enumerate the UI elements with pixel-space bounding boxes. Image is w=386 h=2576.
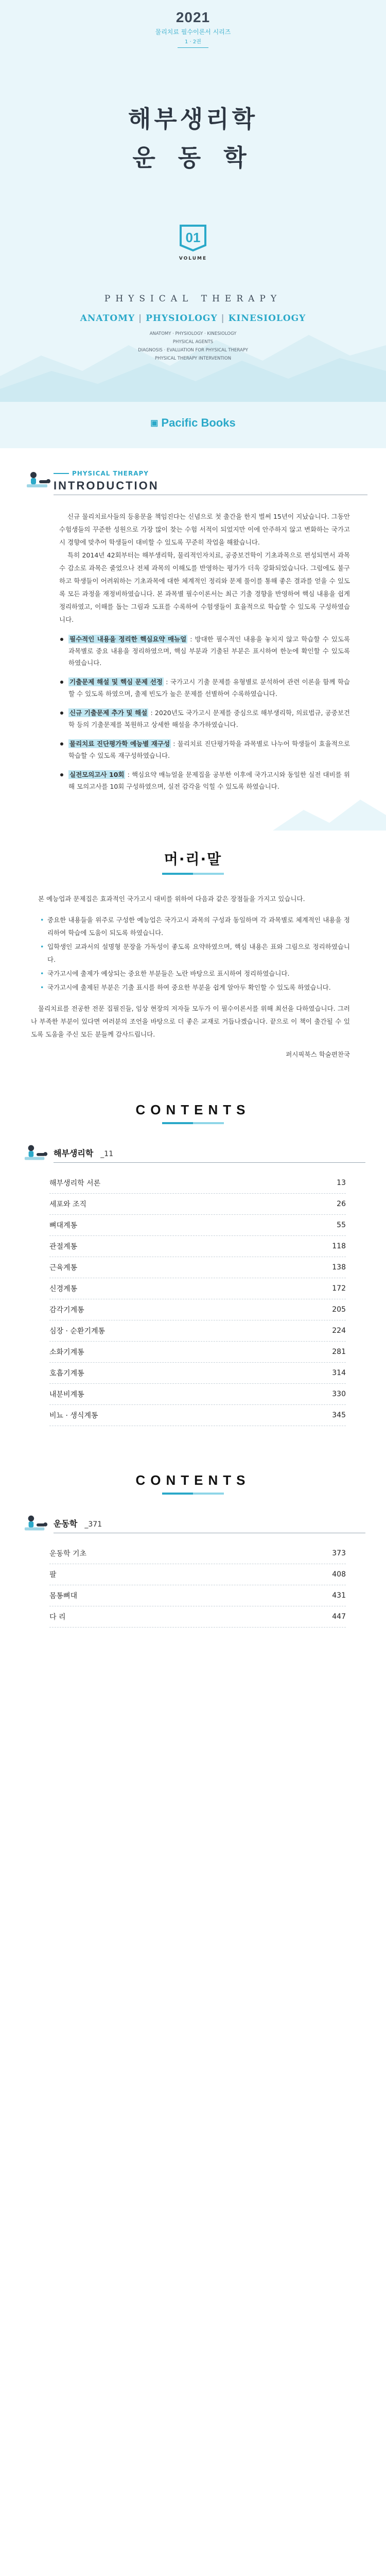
toc-list bbox=[49, 1173, 346, 1426]
toc-chapter-name: 심장 · 순환기계통 bbox=[49, 1327, 106, 1335]
toc-chapter-name: 신경계통 bbox=[49, 1285, 78, 1293]
publisher-logo-icon: ▣ bbox=[150, 419, 159, 428]
part-title: 운동학 bbox=[54, 1519, 78, 1529]
part-header bbox=[24, 1512, 365, 1535]
toc-row[interactable] bbox=[49, 1257, 346, 1278]
toc-chapter-name: 세포와 조직 bbox=[49, 1200, 87, 1209]
toc-chapter-name: 비뇨 · 생식계통 bbox=[49, 1412, 98, 1420]
toc-chapter-name: 다 리 bbox=[49, 1613, 66, 1621]
feature-item bbox=[59, 707, 350, 731]
feature-title: 신규 기출문제 추가 및 해설 bbox=[69, 709, 148, 717]
intro-body bbox=[0, 510, 386, 792]
subject-physiology: PHYSIOLOGY bbox=[146, 313, 218, 324]
subject-list-item: PHYSICAL AGENTS bbox=[172, 340, 214, 345]
toc-chapter-name: 해부생리학 서론 bbox=[49, 1179, 101, 1188]
toc-page-number: 172 bbox=[332, 1284, 346, 1293]
toc-page-number: 314 bbox=[332, 1369, 346, 1377]
intro-paragraph: 특히 2014년 42회부터는 해부생리학, 물리적인자치료, 공중보건학이 기초과목으로 편성되면서 과목 수 감소로 과목은 줄었으나 전체 과목의 이해도를 반영하는 평가가 더욱 강화되었습니다. 그럼에도 불구하고 학생들이 어려워하는 기초과목에 대한 체계적인 정리와 문제 풀이를 통해 좋은 결과를 얻을 수 있도록 모든 과정을 재정비하였습니다. 본 과목별 필수이론서는 최근 기출 경향을 반영하여 핵심 내용을 쉽게 정리하였고, 이해를 돕는 그림과 도표를 수록하여 수험생들이 효율적으로 학습할 수 있도록 구성하였습니다. bbox=[59, 551, 350, 623]
toc-row[interactable] bbox=[49, 1194, 346, 1215]
toc-page-number: 447 bbox=[332, 1613, 346, 1621]
preface-list-item: • 입학생인 교과서의 설명형 문장을 가독성이 좋도록 요약하였으며, 핵심 내용은 표와 그림으로 정리하였습니다. bbox=[40, 940, 350, 966]
contents-section-anatomy bbox=[0, 1081, 386, 1452]
feature-text: : 2020년도 국가고시 문제를 중심으로 해부생리학, 의료법규, 공중보건학 등의 기출문제를 복원하고 상세한 해설을 추가하였습니다. bbox=[68, 709, 350, 728]
preface-list bbox=[40, 913, 350, 994]
feature-title: 물리치료 진단평가학 예능별 재구성 bbox=[69, 740, 170, 748]
preface-signature: 퍼시픽북스 학술편찬국 bbox=[286, 1050, 350, 1058]
toc-row[interactable] bbox=[49, 1299, 346, 1320]
therapist-icon bbox=[24, 1142, 48, 1164]
part-page: _371 bbox=[84, 1520, 102, 1529]
subject-list-item: PHYSICAL THERAPY INTERVENTION bbox=[154, 356, 232, 361]
toc-list bbox=[49, 1543, 346, 1628]
subject-separator: | bbox=[221, 313, 229, 324]
section-header bbox=[0, 448, 386, 510]
toc-chapter-name: 내분비계통 bbox=[49, 1391, 84, 1399]
preface-title-text: 머·리·말 bbox=[164, 851, 222, 868]
therapist-icon bbox=[26, 469, 51, 492]
toc-row[interactable] bbox=[49, 1564, 346, 1585]
preface-title bbox=[0, 831, 386, 875]
toc-chapter-name: 운동학 기초 bbox=[49, 1550, 87, 1558]
toc-chapter-name: 팔 bbox=[49, 1571, 57, 1579]
toc-chapter-name: 뼈대계통 bbox=[49, 1222, 78, 1230]
bullet-dot-icon bbox=[60, 681, 63, 684]
subject-separator: | bbox=[138, 313, 146, 324]
toc-row[interactable] bbox=[49, 1278, 346, 1299]
feature-item bbox=[59, 676, 350, 700]
subject-line bbox=[0, 313, 386, 324]
publisher-name: Pacific Books bbox=[161, 416, 236, 429]
toc-page-number: 224 bbox=[332, 1327, 346, 1335]
bullet-dot-icon bbox=[60, 638, 63, 641]
toc-row[interactable] bbox=[49, 1173, 346, 1194]
introduction-section bbox=[0, 448, 386, 831]
toc-page-number: 138 bbox=[332, 1263, 346, 1272]
feature-title: 실전모의고사 10회 bbox=[69, 771, 125, 778]
preface-intro: 본 예능업과 문제집은 효과적인 국가고시 대비를 위하여 다음과 같은 장점들을 가지고 있습니다. bbox=[38, 895, 305, 903]
toc-chapter-name: 관절계통 bbox=[49, 1243, 78, 1251]
toc-page-number: 431 bbox=[332, 1591, 346, 1600]
toc-page-number: 281 bbox=[332, 1348, 346, 1356]
feature-title: 기출문제 해설 및 핵심 문제 선정 bbox=[69, 678, 163, 686]
toc-row[interactable] bbox=[49, 1363, 346, 1384]
contents-section-kinesiology bbox=[0, 1452, 386, 1653]
toc-row[interactable] bbox=[49, 1585, 346, 1606]
subject-list bbox=[0, 330, 386, 363]
cover-title: 해부생리학 bbox=[128, 105, 258, 133]
toc-page-number: 408 bbox=[332, 1570, 346, 1579]
feature-text: : 국가고시 기출 문제를 유형별로 분석하여 관련 이론을 함께 학습할 수 있도록 하였으며, 출제 빈도가 높은 문제를 선별하여 수록하였습니다. bbox=[68, 678, 350, 698]
toc-chapter-name: 몸통뼈대 bbox=[49, 1592, 78, 1600]
cover-subtitle: 운 동 학 bbox=[132, 144, 254, 172]
intro-paragraph: 신규 물리치료사들의 등용문을 책임진다는 신념으로 첫 출간을 한지 벌써 15년이 지났습니다. 그동안 수험생들의 꾸준한 성원으로 가장 많이 찾는 수험 서적이 되었지만 이에 안주하지 않고 변화하는 국가고시 경향에 맞추어 학생들이 대비할 수 있도록 꾸준히 작업을 해왔습니다. bbox=[59, 513, 350, 546]
volume-number: 01 bbox=[185, 230, 201, 245]
part-header bbox=[24, 1142, 365, 1164]
contents-title: CONTENTS bbox=[135, 1102, 251, 1117]
preface-section bbox=[0, 831, 386, 1081]
cover-divider bbox=[178, 47, 208, 48]
feature-item bbox=[59, 738, 350, 761]
toc-page-number: 205 bbox=[332, 1306, 346, 1314]
toc-row[interactable] bbox=[49, 1384, 346, 1405]
subject-kinesiology: KINESIOLOGY bbox=[228, 313, 306, 324]
toc-row[interactable] bbox=[49, 1606, 346, 1628]
preface-body bbox=[0, 875, 386, 1061]
volume-badge bbox=[176, 222, 210, 252]
toc-row[interactable] bbox=[49, 1405, 346, 1426]
toc-page-number: 55 bbox=[337, 1221, 346, 1229]
toc-page-number: 13 bbox=[337, 1179, 346, 1187]
toc-row[interactable] bbox=[49, 1543, 346, 1564]
bullet-dot-icon bbox=[60, 711, 63, 715]
title-underline bbox=[162, 1122, 224, 1124]
preface-list-item: • 국가고시에 출제된 부분은 기출 표시를 하여 중요한 부분을 쉽게 알아두 확인할 수 있도록 하였습니다. bbox=[40, 981, 350, 994]
feature-title: 필수적인 내용을 정리한 핵심요약 매뉴얼 bbox=[69, 635, 187, 643]
toc-page-number: 345 bbox=[332, 1411, 346, 1419]
intro-small-label: PHYSICAL THERAPY bbox=[54, 470, 149, 477]
part-label bbox=[54, 1147, 113, 1159]
cover-series: 물리치료 필수이론서 시리즈 bbox=[155, 28, 231, 36]
toc-row[interactable] bbox=[49, 1215, 346, 1236]
bullet-dot-icon bbox=[60, 742, 63, 745]
preface-closing: 물리치료를 전공한 전문 집필진들, 임상 현장의 저자들 모두가 이 필수이론서를 위해 최선을 다하였습니다. 그러나 부족한 부분이 있다면 여러분의 조언을 바탕으로 더 좋은 교재로 거듭나겠습니다. 끝으로 이 책이 출간될 수 있도록 도움을 주신 모든 분들께 감사드립니다. bbox=[31, 1005, 350, 1038]
toc-page-number: 373 bbox=[332, 1549, 346, 1557]
toc-page-number: 330 bbox=[332, 1390, 346, 1398]
subject-list-item: ANATOMY · PHYSIOLOGY · KINESIOLOGY bbox=[149, 331, 237, 336]
part-title: 해부생리학 bbox=[54, 1148, 94, 1158]
toc-chapter-name: 소화기계통 bbox=[49, 1348, 84, 1357]
feature-text: : 핵심요약 매뉴얼을 문제집을 공부한 이후에 국가고시와 동일한 실전 대비를 위해 모의고사를 10회 구성하였으며, 실전 감각을 익힐 수 있도록 하였습니다. bbox=[68, 771, 350, 790]
intro-heading: INTRODUCTION bbox=[54, 479, 159, 492]
physical-therapy-title: PHYSICAL THERAPY bbox=[104, 294, 282, 304]
toc-chapter-name: 근육계통 bbox=[49, 1264, 78, 1272]
therapist-icon bbox=[24, 1512, 48, 1535]
preface-list-item: • 국가고시에 출제가 예상되는 중요한 부분들은 노란 바탕으로 표시하여 정리하였습니다. bbox=[40, 967, 350, 980]
cover-subseries: 1 · 2권 bbox=[185, 39, 201, 45]
toc-chapter-name: 감각기계통 bbox=[49, 1306, 84, 1314]
part-page: _11 bbox=[100, 1150, 114, 1158]
toc-row[interactable] bbox=[49, 1236, 346, 1257]
toc-page-number: 118 bbox=[332, 1242, 346, 1250]
part-label bbox=[54, 1517, 102, 1529]
subject-list-item: DIAGNOSIS · EVALUATION FOR PHYSICAL THERAPY bbox=[138, 348, 248, 353]
preface-list-item: • 중요한 내용들을 위주로 구성한 예능업은 국가고시 과목의 구성과 동일하며 각 과목별로 체계적인 내용을 정리하여 학습에 도움이 되도록 하였습니다. bbox=[40, 913, 350, 939]
book-cover bbox=[0, 0, 386, 448]
part-divider bbox=[54, 1162, 365, 1163]
feature-item bbox=[59, 633, 350, 669]
publisher-logo bbox=[0, 416, 386, 430]
volume-label: VOLUME bbox=[179, 256, 207, 261]
contents-title: CONTENTS bbox=[135, 1472, 251, 1488]
corner-decoration bbox=[273, 789, 386, 831]
feature-text: : 방대한 필수적인 내용을 놓치지 않고 학습할 수 있도록 과목별로 중요 내용을 정리하였으며, 핵심 부분과 기출된 부분은 표시하여 한눈에 확인할 수 있도록 하였습니다. bbox=[68, 635, 350, 667]
cover-year: 2021 bbox=[176, 9, 210, 25]
title-underline bbox=[162, 1493, 224, 1495]
toc-row[interactable] bbox=[49, 1342, 346, 1363]
feature-text: : 물리치료 진단평가학을 과목별로 나누어 학생들이 효율적으로 학습할 수 있도록 재구성하였습니다. bbox=[68, 740, 350, 759]
bullet-dot-icon bbox=[60, 773, 63, 776]
toc-page-number: 26 bbox=[337, 1200, 346, 1208]
subject-anatomy: ANATOMY bbox=[80, 313, 135, 324]
toc-row[interactable] bbox=[49, 1320, 346, 1342]
toc-chapter-name: 호흡기계통 bbox=[49, 1369, 84, 1378]
